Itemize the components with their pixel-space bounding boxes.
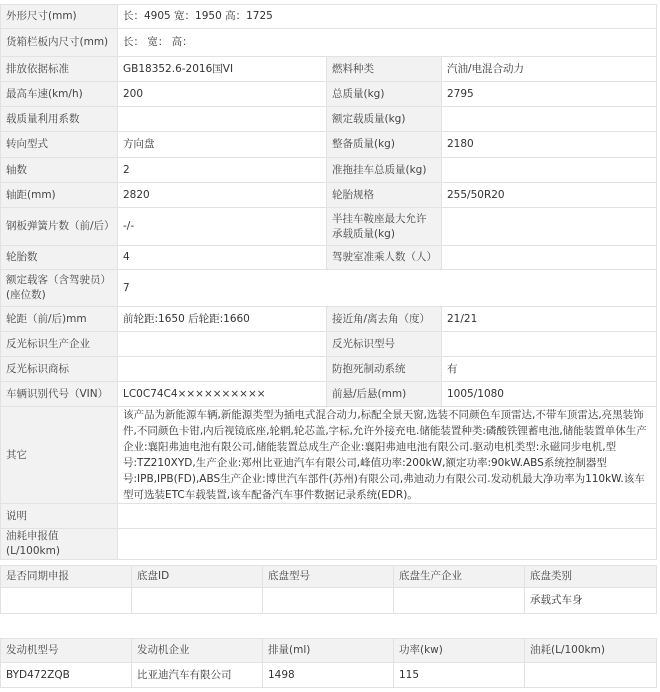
wheelbase-label: 轴距(mm) [1, 183, 118, 208]
cab-value [442, 246, 657, 270]
saddle-value [442, 208, 657, 246]
chassis-header-cell: 底盘类别 [525, 566, 657, 588]
axles-value: 2 [118, 158, 327, 183]
spec-row-abs [1, 357, 657, 382]
steering-value: 方向盘 [118, 132, 327, 158]
engine-header-cell: 发动机型号 [1, 639, 132, 663]
other-value [118, 407, 657, 504]
seats-label: 额定载客（含驾驶员）(座位数) [1, 270, 118, 307]
spring-value: -/- [118, 208, 327, 246]
engine-cell [525, 663, 657, 688]
rated-load-value [442, 107, 657, 132]
engine-cell: 1498 [263, 663, 394, 688]
engine-header-cell: 油耗(L/100km) [525, 639, 657, 663]
dims-value: 长：4905 宽：1950 高：1725 [118, 5, 657, 29]
vin-value: LC0C74C4×××××××××× [118, 382, 327, 407]
reflect-model-label: 反光标识型号 [327, 332, 442, 357]
load-coef-label: 载质量利用系数 [1, 107, 118, 132]
spec-row-load [1, 107, 657, 132]
spec-row-note [1, 504, 657, 529]
overhang-label: 前悬/后悬(mm) [327, 382, 442, 407]
dims-label: 外形尺寸(mm) [1, 5, 118, 29]
engine-cell: BYD472ZQB [1, 663, 132, 688]
spec-row-fuel-consumption [1, 529, 657, 560]
engine-header-cell: 排量(ml) [263, 639, 394, 663]
fuel-value: 汽油/电混合动力 [442, 57, 657, 82]
other-label: 其它 [1, 407, 118, 504]
spec-row-speed [1, 82, 657, 107]
rated-load-label: 额定载质量(kg) [327, 107, 442, 132]
chassis-cell: 承载式车身 [525, 588, 657, 614]
saddle-label: 半挂车鞍座最大允许承载质量(kg) [327, 208, 442, 246]
spec-row-dims [1, 5, 657, 29]
spec-row-tires [1, 246, 657, 270]
tire-label: 轮胎规格 [327, 183, 442, 208]
speed-value: 200 [118, 82, 327, 107]
note-label: 说明 [1, 504, 118, 529]
abs-value: 有 [442, 357, 657, 382]
engine-header-cell: 发动机企业 [132, 639, 263, 663]
angle-label: 接近角/离去角（度） [327, 307, 442, 332]
spec-row-spring [1, 208, 657, 246]
tires-count-label: 轮胎数 [1, 246, 118, 270]
chassis-table [0, 565, 657, 614]
fuel-consumption-value [118, 529, 657, 560]
axles-label: 轴数 [1, 158, 118, 183]
chassis-data-row [1, 588, 657, 614]
wheelbase-value: 2820 [118, 183, 327, 208]
total-mass-label: 总质量(kg) [327, 82, 442, 107]
tire-value: 255/50R20 [442, 183, 657, 208]
engine-data-row [1, 663, 657, 688]
other-text: 该产品为新能源车辆,新能源类型为插电式混合动力,标配全景天窗,选装不同颜色车顶雷达,不带车顶雷达,亮黑装饰件,不同颜色卡钳,内后视镜底座,轮辋,轮芯盖,字标,允许外接充电.储能装置种类:磷酸铁锂蓄电池,储能装置单体生产企业:襄阳弗迪电池有限公司,储能装置总成生产企业:襄阳弗迪电池有限公司.驱动电机类型:永磁同步电机,型号:TZ210XYD,生产企业:郑州比亚迪汽车有限公司,峰值功率:200kW,额定功率:90kW.ABS系统控制器型号:IPB,IPB(FD),ABS生产企业:博世汽车部件(苏州)有限公司,弗迪动力有限公司.发动机最大净功率为110kW.该车型可选装ETC车载装置,该车配备汽车事件数据记录系统(EDR)。 [123, 409, 647, 501]
engine-cell: 比亚迪汽车有限公司 [132, 663, 263, 688]
trailer-mass-label: 准拖挂车总质量(kg) [327, 158, 442, 183]
emission-label: 排放依据标准 [1, 57, 118, 82]
reflect-brand-label: 反光标识商标 [1, 357, 118, 382]
chassis-header-row [1, 566, 657, 588]
steering-label: 转向型式 [1, 132, 118, 158]
spec-row-seats [1, 270, 657, 307]
angle-value: 21/21 [442, 307, 657, 332]
chassis-header-cell: 底盘型号 [263, 566, 394, 588]
engine-header-row [1, 639, 657, 663]
spec-row-reflect [1, 332, 657, 357]
chassis-header-cell: 是否同期申报 [1, 566, 132, 588]
chassis-cell [1, 588, 132, 614]
spec-row-axles [1, 158, 657, 183]
note-value [118, 504, 657, 529]
speed-label: 最高车速(km/h) [1, 82, 118, 107]
overhang-value: 1005/1080 [442, 382, 657, 407]
abs-label: 防抱死制动系统 [327, 357, 442, 382]
total-mass-value: 2795 [442, 82, 657, 107]
engine-table [0, 638, 657, 688]
chassis-cell [132, 588, 263, 614]
reflect-brand-value [118, 357, 327, 382]
spring-label: 钢板弹簧片数（前/后） [1, 208, 118, 246]
seats-value: 7 [118, 270, 657, 307]
curb-mass-value: 2180 [442, 132, 657, 158]
engine-cell: 115 [394, 663, 525, 688]
load-coef-value [118, 107, 327, 132]
engine-header-cell: 功率(kw) [394, 639, 525, 663]
cab-label: 驾驶室准乘人数（人） [327, 246, 442, 270]
spec-table [0, 4, 657, 560]
spec-row-emission [1, 57, 657, 82]
chassis-header-cell: 底盘生产企业 [394, 566, 525, 588]
track-value: 前轮距:1650 后轮距:1660 [118, 307, 327, 332]
spec-row-cargo [1, 29, 657, 57]
curb-mass-label: 整备质量(kg) [327, 132, 442, 158]
spec-row-track [1, 307, 657, 332]
cargo-label: 货箱栏板内尺寸(mm) [1, 29, 118, 57]
chassis-header-cell: 底盘ID [132, 566, 263, 588]
reflect-maker-value [118, 332, 327, 357]
reflect-maker-label: 反光标识生产企业 [1, 332, 118, 357]
chassis-cell [263, 588, 394, 614]
fuel-consumption-label: 油耗申报值(L/100km) [1, 529, 118, 560]
track-label: 轮距（前/后)mm [1, 307, 118, 332]
spec-row-wheelbase [1, 183, 657, 208]
chassis-cell [394, 588, 525, 614]
spec-row-steering [1, 132, 657, 158]
vin-label: 车辆识别代号（VIN） [1, 382, 118, 407]
tires-count-value: 4 [118, 246, 327, 270]
reflect-model-value [442, 332, 657, 357]
cargo-value: 长： 宽： 高： [118, 29, 657, 57]
spec-row-vin [1, 382, 657, 407]
emission-value: GB18352.6-2016国VI [118, 57, 327, 82]
spec-row-other [1, 407, 657, 504]
fuel-label: 燃料种类 [327, 57, 442, 82]
trailer-mass-value [442, 158, 657, 183]
